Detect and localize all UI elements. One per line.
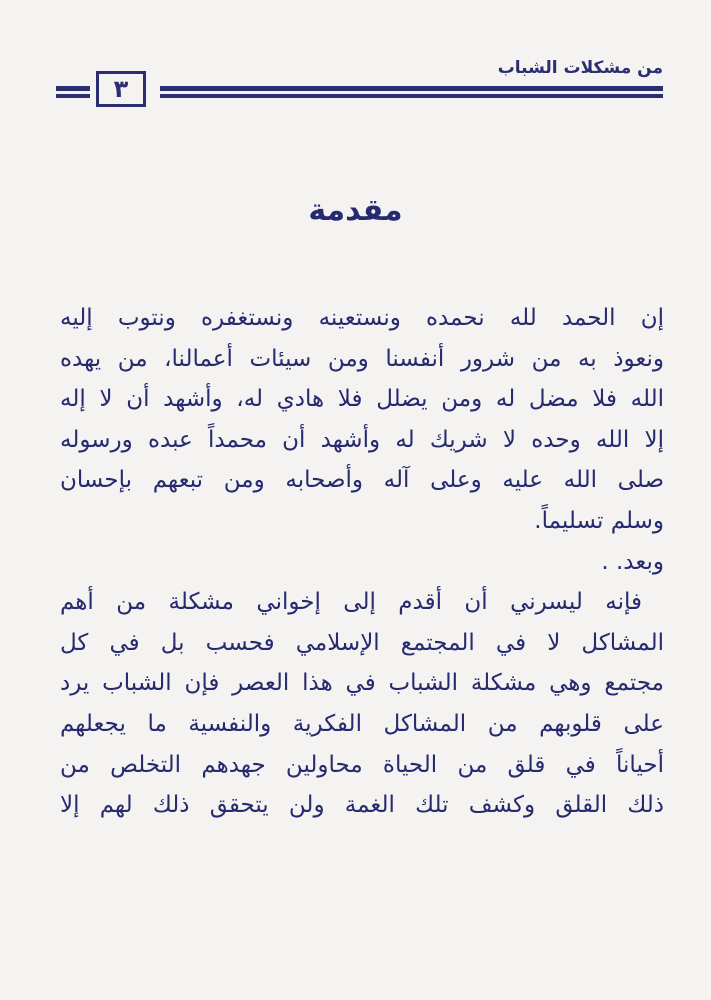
page-number: ٣ bbox=[113, 75, 129, 103]
body-line: المشاكل لا في المجتمع الإسلامي فحسب بل في كل bbox=[60, 629, 664, 656]
body-line: ونعوذ به من شرور أنفسنا ومن سيئات أعمالنا، من يهده bbox=[60, 345, 664, 372]
page-number-box bbox=[96, 71, 146, 107]
header-rule-left-top bbox=[56, 86, 90, 91]
body-line: وبعد. . bbox=[601, 548, 664, 575]
body-line: إن الحمد لله نحمده ونستعينه ونستغفره ونتوب إليه bbox=[60, 305, 664, 331]
body-line: صلى الله عليه وعلى آله وأصحابه ومن تبعهم بإحسان bbox=[60, 467, 664, 494]
body-line: إلا الله وحده لا شريك له وأشهد أن محمداً عبده ورسوله bbox=[60, 426, 664, 453]
header-rule-left-bottom bbox=[56, 94, 90, 98]
body-line: أحياناً في قلق من الحياة محاولين جهدهم التخلص من bbox=[60, 751, 664, 778]
running-header-title: من مشكلات الشباب bbox=[497, 58, 663, 78]
body-text bbox=[60, 298, 664, 826]
body-line: ذلك القلق وكشف تلك الغمة ولن يتحقق ذلك لهم إلا bbox=[60, 792, 664, 819]
header-rule-right-bottom bbox=[160, 94, 663, 98]
header-rule-right-top bbox=[160, 86, 663, 91]
body-line: مجتمع وهي مشكلة الشباب في هذا العصر فإن الشباب يرد bbox=[60, 670, 664, 697]
body-line: فإنه ليسرني أن أقدم إلى إخواني مشكلة من أهم bbox=[60, 589, 642, 616]
section-heading: مقدمة bbox=[308, 193, 403, 228]
body-line: وسلم تسليماً. bbox=[534, 507, 664, 534]
body-line: الله فلا مضل له ومن يضلل فلا هادي له، وأشهد أن لا إله bbox=[60, 386, 664, 413]
body-line: على قلوبهم من المشاكل الفكرية والنفسية ما يجعلهم bbox=[60, 710, 664, 737]
